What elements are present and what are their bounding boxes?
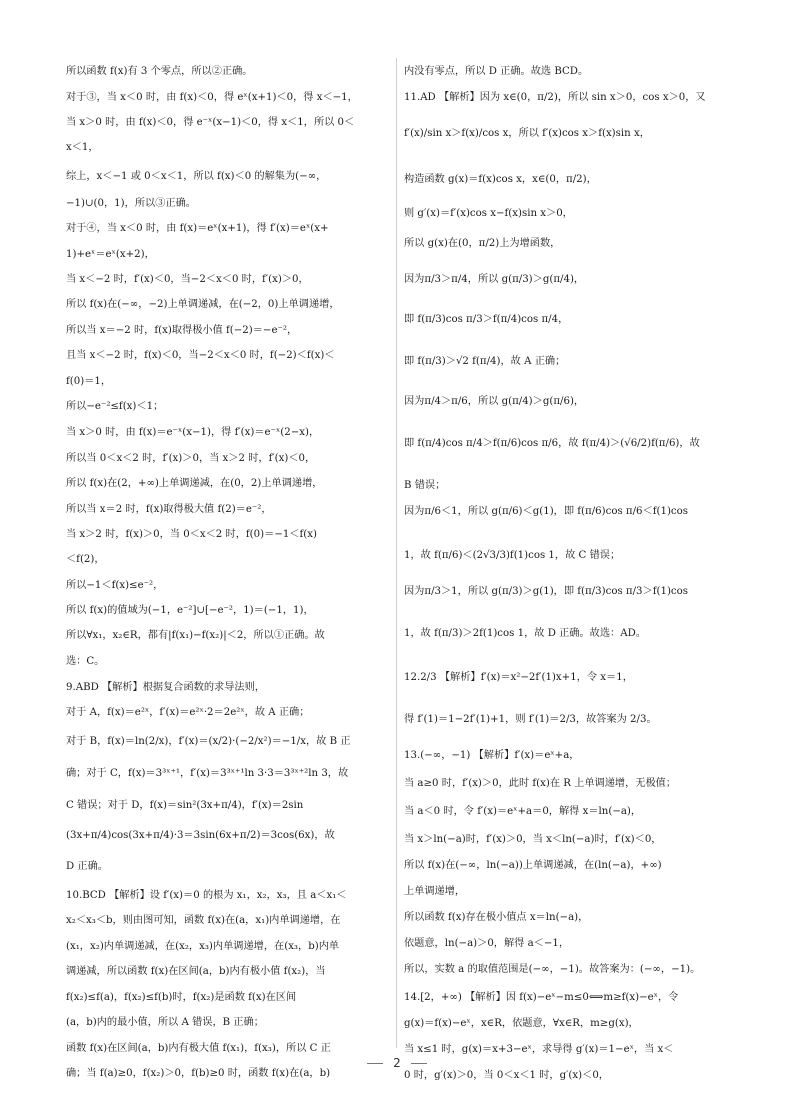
right-column-line: 当 a≥0 时，f′(x)＞0，此时 f(x)在 R 上单调递增，无极值； bbox=[404, 778, 677, 789]
page-number-dash-right bbox=[411, 1063, 427, 1064]
left-column-line: 当 x＞0 时，由 f(x)＜0，得 e⁻ˣ(x−1)＜0，得 x＜1，所以 0＜ bbox=[66, 117, 355, 128]
left-column-line: 函数 f(x)在区间(a，b)内有极大值 f(x₁)，f(x₃)，所以 C 正 bbox=[66, 1043, 331, 1054]
right-column-line: 得 f′(1)＝1−2f′(1)+1，则 f′(1)＝2/3，故答案为 2/3。 bbox=[404, 714, 657, 725]
right-column-line: 因为π/6＜1，所以 g(π/6)＜g(1)，即 f(π/6)cos π/6＜f(1)cos bbox=[404, 506, 688, 517]
right-column-line: 当 a＜0 时，令 f′(x)＝eˣ+a＝0，解得 x＝ln(−a)， bbox=[404, 806, 642, 817]
left-column-line: 所以 f(x)在(2，+∞)上单调递减，在(0，2)上单调递增， bbox=[66, 478, 323, 489]
right-column-line: 所以 g(x)在(0，π/2)上为增函数， bbox=[404, 238, 561, 249]
left-column-line: −1)∪(0，1)，所以③正确。 bbox=[66, 198, 196, 209]
right-column-line: 因为π/3＞π/4，所以 g(π/3)＞g(π/4)， bbox=[404, 274, 585, 285]
left-column-line: 当 x＞0 时，由 f(x)＝e⁻ˣ(x−1)，得 f′(x)＝e⁻ˣ(2−x)， bbox=[66, 427, 320, 438]
left-column-line: (a，b)内的最小值，所以 A 错误，B 正确； bbox=[66, 1017, 264, 1028]
right-column-line: 所以 f(x)在(−∞，ln(−a))上单调递减，在(ln(−a)，+∞) bbox=[404, 860, 662, 871]
right-column-line: 1，故 f(π/3)＞2f(1)cos 1，故 D 正确。故选：AD。 bbox=[404, 628, 646, 639]
right-column-line: 因为π/3＞1，所以 g(π/3)＞g(1)，即 f(π/3)cos π/3＞f(1)cos bbox=[404, 586, 688, 597]
left-column-line: 对于③，当 x＜0 时，由 f(x)＜0，得 eˣ(x+1)＜0，得 x＜−1， bbox=[66, 92, 358, 103]
left-column-line: ＜f(2)， bbox=[66, 554, 105, 565]
right-column-line: 当 x＞ln(−a)时，f′(x)＞0，当 x＜ln(−a)时，f′(x)＜0， bbox=[404, 834, 662, 845]
right-column-line: 构造函数 g(x)＝f(x)cos x，x∈(0，π/2)， bbox=[404, 174, 597, 185]
left-column-line: 所以当 x＝2 时，f(x)取得极大值 f(2)＝e⁻²， bbox=[66, 504, 272, 515]
right-column-line: 1，故 f(π/6)＜(2√3/3)f(1)cos 1，故 C 错误； bbox=[404, 550, 621, 561]
left-column-line: f(0)＝1， bbox=[66, 376, 112, 387]
left-column-line: 10.BCD 【解析】设 f′(x)＝0 的根为 x₁，x₂，x₃，且 a＜x₁＜ bbox=[66, 890, 347, 901]
left-column-line: 所以当 0＜x＜2 时，f′(x)＞0，当 x＞2 时，f′(x)＜0， bbox=[66, 453, 316, 464]
left-column-line: 综上，x＜−1 或 0＜x＜1，所以 f(x)＜0 的解集为(−∞， bbox=[66, 171, 327, 182]
right-column-line: 内没有零点，所以 D 正确。故选 BCD。 bbox=[404, 66, 589, 77]
left-column-line: 所以−1＜f(x)≤e⁻²， bbox=[66, 580, 164, 591]
right-column-line: 上单调递增， bbox=[404, 886, 466, 897]
left-column-line: 所以当 x＝−2 时，f(x)取得极小值 f(−2)＝−e⁻²， bbox=[66, 325, 298, 336]
right-column-line: 所以函数 f(x)存在极小值点 x＝ln(−a)， bbox=[404, 912, 589, 923]
left-column-line: 对于 B，f(x)＝ln(2/x)，f′(x)＝(x/2)·(−2/x²)＝−1/x，故 B 正 bbox=[66, 736, 351, 747]
page-number-dash-left bbox=[367, 1063, 383, 1064]
right-column-line: 12.2/3 【解析】f′(x)＝x²−2f′(1)x+1，令 x＝1， bbox=[404, 672, 633, 683]
left-column-line: f(x₂)≤f(a)，f(x₂)≤f(b)时，f(x₂)是函数 f(x)在区间 bbox=[66, 992, 297, 1003]
right-column-line: 11.AD 【解析】因为 x∈(0，π/2)，所以 sin x＞0，cos x＞0，又 bbox=[404, 92, 706, 103]
page-number-value: 2 bbox=[393, 1056, 401, 1070]
left-column-line: 调递减，所以函数 f(x)在区间(a，b)内有极小值 f(x₂)，当 bbox=[66, 966, 326, 977]
right-column-line: 则 g′(x)＝f′(x)cos x−f(x)sin x＞0， bbox=[404, 208, 573, 219]
left-column-line: 所以 f(x)的值域为(−1，e⁻²]∪[−e⁻²，1)＝(−1，1)， bbox=[66, 605, 314, 616]
right-column-line: 所以，实数 a 的取值范围是(−∞，−1)。故答案为：(−∞，−1)。 bbox=[404, 964, 701, 975]
left-column-line: x₂＜x₃＜b，则由图可知，函数 f(x)在(a，x₁)内单调递增，在 bbox=[66, 915, 341, 926]
right-column-line: 因为π/4＞π/6，所以 g(π/4)＞g(π/6)， bbox=[404, 396, 585, 407]
right-column-line: 即 f(π/4)cos π/4＞f(π/6)cos π/6，故 f(π/4)＞(√6/2)f(π/6)，故 bbox=[404, 438, 700, 449]
left-column-line: 对于 A，f(x)＝e²ˣ，f′(x)＝e²ˣ·2＝2e²ˣ，故 A 正确； bbox=[66, 707, 310, 718]
left-column-line: 当 x＞2 时，f(x)＞0，当 0＜x＜2 时，f(0)＝−1＜f(x) bbox=[66, 529, 317, 540]
right-column-line: B 错误； bbox=[404, 480, 446, 491]
left-column-line: 确；当 f(a)≥0，f(x₂)＞0，f(b)≥0 时，函数 f(x)在(a，b) bbox=[66, 1068, 331, 1079]
page-number bbox=[0, 1056, 794, 1070]
right-column-line: 13.(−∞，−1) 【解析】f′(x)＝eˣ+a， bbox=[404, 750, 580, 761]
left-column-line: 选：C。 bbox=[66, 656, 105, 667]
right-column-line: 当 x≤1 时，g(x)＝x+3−eˣ，求导得 g′(x)＝1−eˣ，当 x＜ bbox=[404, 1044, 674, 1055]
right-column-line: 即 f(π/3)cos π/3＞f(π/4)cos π/4， bbox=[404, 314, 569, 325]
left-column-line: D 正确。 bbox=[66, 861, 108, 872]
column-divider bbox=[396, 58, 397, 1048]
left-column-line: 对于④，当 x＜0 时，由 f(x)＝eˣ(x+1)，得 f′(x)＝eˣ(x+ bbox=[66, 223, 329, 234]
left-column-line: 所以函数 f(x)有 3 个零点，所以②正确。 bbox=[66, 66, 253, 77]
left-column-line: C 错误；对于 D，f(x)＝sin²(3x+π/4)，f′(x)＝2sin bbox=[66, 800, 304, 811]
left-column-line: (x₁，x₂)内单调递减，在(x₂，x₃)内单调递增，在(x₃，b)内单 bbox=[66, 941, 340, 952]
left-column-line: x＜1， bbox=[66, 142, 99, 153]
right-column-line: 14.[2，+∞) 【解析】因 f(x)−eˣ−m≤0⟺m≥f(x)−eˣ，令 bbox=[404, 992, 679, 1003]
left-column-line: 1)+eˣ＝eˣ(x+2)， bbox=[66, 249, 155, 260]
left-column-line: 当 x＜−2 时，f′(x)＜0，当−2＜x＜0 时，f′(x)＞0， bbox=[66, 274, 309, 285]
left-column-line: 所以∀x₁，x₂∈R，都有|f(x₁)−f(x₂)|＜2，所以①正确。故 bbox=[66, 630, 325, 641]
right-column-line: 即 f(π/3)＞√2 f(π/4)，故 A 正确； bbox=[404, 356, 566, 367]
right-column-line: 依题意，ln(−a)＞0，解得 a＜−1， bbox=[404, 938, 570, 949]
left-column-line: (3x+π/4)cos(3x+π/4)·3＝3sin(6x+π/2)＝3cos(6x)，故 bbox=[66, 830, 335, 841]
left-column-line: 所以 f(x)在(−∞，−2)上单调递减，在(−2，0)上单调递增， bbox=[66, 299, 340, 310]
right-column-line: 0 时，g′(x)＞0，当 0＜x＜1 时，g′(x)＜0， bbox=[404, 1070, 609, 1081]
left-column-line: 9.ABD 【解析】根据复合函数的求导法则， bbox=[66, 682, 265, 693]
left-column-line: 所以−e⁻²≤f(x)＜1； bbox=[66, 401, 164, 412]
left-column-line: 确；对于 C，f(x)＝3³ˣ⁺¹，f′(x)＝3³ˣ⁺¹ln 3·3＝3³ˣ⁺²ln 3，故 bbox=[66, 768, 349, 779]
right-column-line: f′(x)/sin x＞f(x)/cos x，所以 f′(x)cos x＞f(x)sin x， bbox=[404, 128, 650, 139]
right-column-line: g(x)＝f(x)−eˣ，x∈R，依题意，∀x∈R，m≥g(x)， bbox=[404, 1018, 639, 1029]
left-column-line: 且当 x＜−2 时，f(x)＜0，当−2＜x＜0 时，f(−2)＜f(x)＜ bbox=[66, 350, 335, 361]
